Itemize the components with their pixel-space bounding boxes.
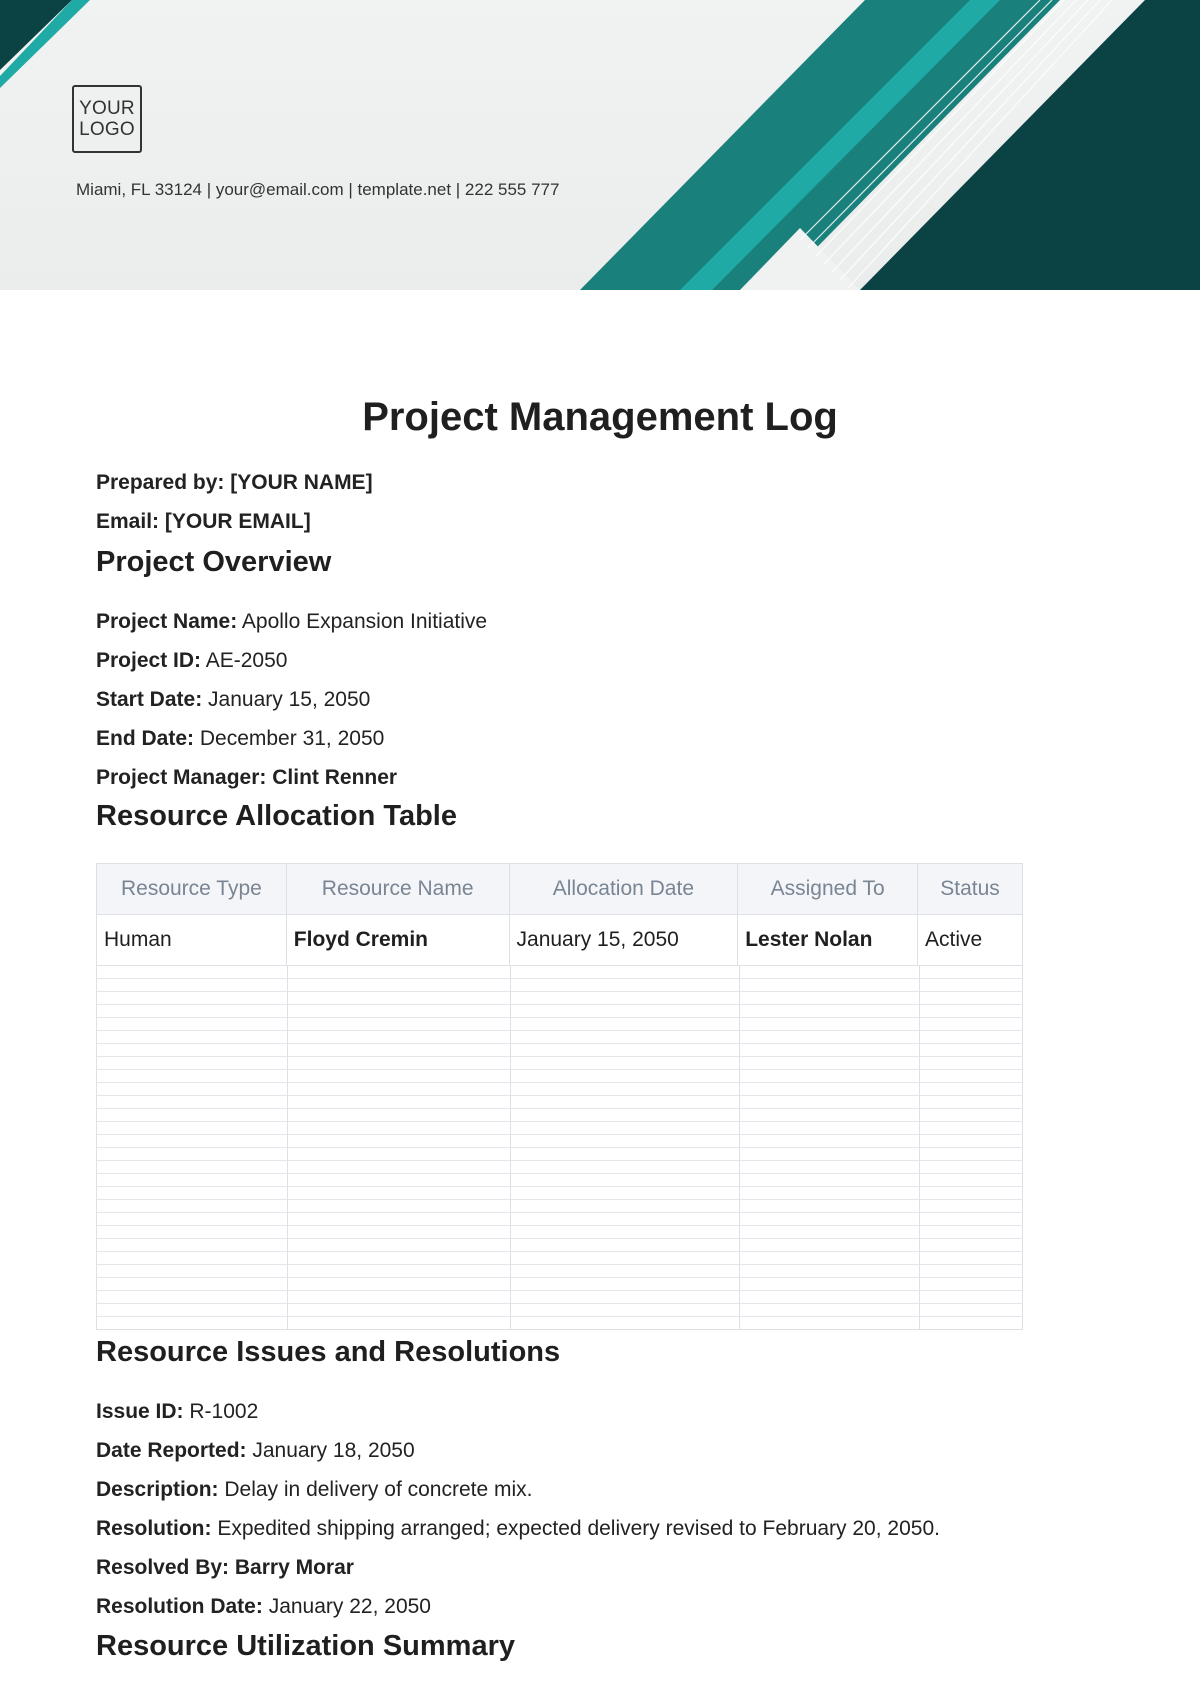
issue-id-field [96, 1400, 258, 1424]
cell-resource-name: Floyd Cremin [286, 915, 509, 966]
start-date-label: Start Date: [96, 688, 203, 711]
resolution-value: Expedited shipping arranged; expected delivery revised to February 20, 2050. [217, 1517, 940, 1540]
resource-allocation-heading: Resource Allocation Table [96, 800, 457, 832]
start-date-value: January 15, 2050 [208, 688, 371, 711]
date-reported-value: January 18, 2050 [252, 1439, 415, 1462]
project-id-value: AE-2050 [205, 649, 288, 672]
end-date-label: End Date: [96, 727, 195, 750]
column-header-assigned-to: Assigned To [738, 864, 918, 915]
project-manager-field [96, 766, 397, 790]
email-label: Email: [96, 510, 160, 533]
table-header-row [97, 864, 1023, 915]
resolution-date-value: January 22, 2050 [268, 1595, 431, 1618]
contact-line: Miami, FL 33124 | your@email.com | template.net | 222 555 777 [76, 180, 560, 199]
column-header-status: Status [918, 864, 1023, 915]
start-date-field [96, 688, 370, 712]
date-reported-label: Date Reported: [96, 1439, 247, 1462]
resolution-date-label: Resolution Date: [96, 1595, 263, 1618]
table-row [97, 915, 1023, 966]
resource-utilization-heading: Resource Utilization Summary [96, 1630, 515, 1662]
logo-line-1: YOUR [79, 98, 135, 119]
cell-assigned-to: Lester Nolan [738, 915, 918, 966]
column-header-resource-name: Resource Name [286, 864, 509, 915]
resolution-label: Resolution: [96, 1517, 212, 1540]
end-date-field [96, 727, 384, 751]
resolution-date-field [96, 1595, 431, 1619]
table-empty-rows [96, 966, 1023, 1330]
date-reported-field [96, 1439, 415, 1463]
prepared-by-value: [YOUR NAME] [230, 471, 373, 494]
cell-allocation-date: January 15, 2050 [509, 915, 738, 966]
project-id-label: Project ID: [96, 649, 202, 672]
email-value: [YOUR EMAIL] [164, 510, 311, 533]
resource-issues-heading: Resource Issues and Resolutions [96, 1336, 561, 1368]
issue-id-value: R-1002 [189, 1400, 259, 1423]
prepared-by-label: Prepared by: [96, 471, 225, 494]
project-name-label: Project Name: [96, 610, 238, 633]
column-header-allocation-date: Allocation Date [509, 864, 738, 915]
resolved-by-label: Resolved By: [96, 1556, 230, 1579]
header-banner [0, 0, 1200, 290]
end-date-value: December 31, 2050 [199, 727, 385, 750]
description-field [96, 1478, 532, 1502]
cell-resource-type: Human [97, 915, 287, 966]
project-manager-label: Project Manager: [96, 766, 267, 789]
resource-allocation-table [96, 863, 1023, 966]
project-id-field [96, 649, 287, 673]
header-decoration [0, 0, 1200, 290]
document-title: Project Management Log [362, 395, 838, 439]
resolved-by-value: Barry Morar [234, 1556, 354, 1579]
resolution-field [96, 1517, 940, 1541]
logo-line-2: LOGO [79, 119, 135, 140]
description-value: Delay in delivery of concrete mix. [224, 1478, 533, 1501]
project-name-value: Apollo Expansion Initiative [241, 610, 488, 633]
cell-status: Active [918, 915, 1023, 966]
prepared-by-field [96, 471, 373, 495]
issue-id-label: Issue ID: [96, 1400, 184, 1423]
project-overview-heading: Project Overview [96, 546, 332, 578]
resolved-by-field [96, 1556, 354, 1580]
project-name-field [96, 610, 487, 634]
logo [72, 85, 142, 153]
project-manager-value: Clint Renner [272, 766, 398, 789]
description-label: Description: [96, 1478, 219, 1501]
email-field [96, 510, 311, 534]
column-header-resource-type: Resource Type [97, 864, 287, 915]
